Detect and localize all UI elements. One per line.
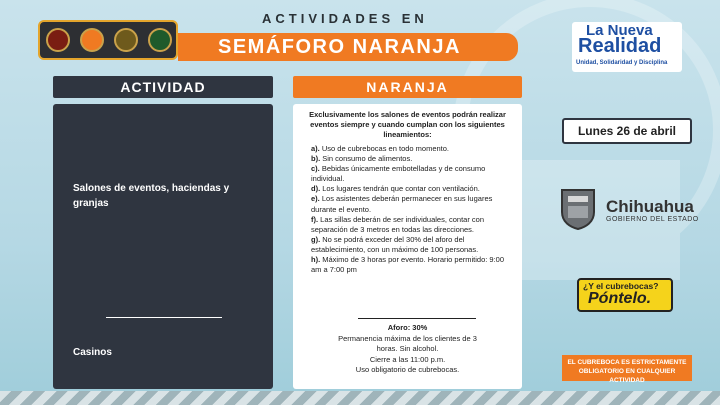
- salones-intro: Exclusivamente los salones de eventos podrán realizar eventos siempre y cuando cumplan con los siguientes lineamientos:: [309, 110, 506, 139]
- guideline-item: b). Sin consumo de alimentos.: [311, 154, 413, 164]
- government-subtitle: GOBIERNO DEL ESTADO: [606, 216, 699, 223]
- casinos-rule-line: Permanencia máxima de los clientes de 3 horas. Sin alcohol.: [338, 333, 477, 353]
- activity-item-casinos: Casinos: [73, 347, 112, 358]
- casinos-rule-line: Cierre a las 11:00 p.m.: [369, 354, 446, 364]
- column-header-naranja: NARANJA: [293, 76, 522, 98]
- logo-tagline: Unidad, Solidaridad y Disciplina: [576, 60, 668, 66]
- naranja-divider: [358, 318, 476, 319]
- header-band-title: SEMÁFORO NARANJA: [218, 36, 461, 58]
- date-label: Lunes 26 de abril: [562, 118, 692, 144]
- casinos-rules: [303, 323, 512, 376]
- bottom-stripe-decoration: [0, 391, 720, 405]
- mask-mandatory-notice: EL CUBREBOCA ES ESTRICTAMENTE OBLIGATORIO EN CUALQUIER ACTIVIDAD: [562, 355, 692, 381]
- guideline-item: a). Uso de cubrebocas en todo momento.: [311, 144, 450, 153]
- logo-la-nueva-text: La Nueva: [586, 22, 653, 39]
- traffic-light-green-lamp: [148, 28, 172, 52]
- header-top-title: ACTIVIDADES EN: [262, 11, 428, 26]
- traffic-light-yellow-lamp: [114, 28, 138, 52]
- logo-realidad-text: Realidad: [578, 35, 662, 57]
- traffic-light-red-lamp: [46, 28, 70, 52]
- guideline-item: e). Los asistentes deberán permanecer en sus lugares durante el evento.: [311, 194, 493, 214]
- guideline-item: d). Los lugares tendrán que contar con ventilación.: [311, 184, 480, 194]
- guideline-item: f). Las sillas deberán de ser individuales, contar con separación de 3 metros en todas las direcciones.: [311, 214, 485, 234]
- guideline-item: c). Bebidas únicamente embotelladas y de consumo individual.: [311, 164, 486, 184]
- traffic-light-orange-lamp: [80, 28, 104, 52]
- guideline-item: g). No se podrá exceder del 30% del aforo del establecimiento, con un máximo de 100 personas.: [311, 234, 479, 254]
- cubrebocas-question: ¿Y el cubrebocas?: [583, 281, 659, 291]
- casinos-rule-line: Uso obligatorio de cubrebocas.: [355, 365, 460, 374]
- guideline-item: h). Máximo de 3 horas por evento. Horario permitido: 9:00 am a 7:00 pm: [311, 255, 505, 275]
- traffic-light-icon: [38, 20, 178, 60]
- cubrebocas-answer: Póntelo.: [588, 290, 652, 307]
- column-header-actividad: ACTIVIDAD: [53, 76, 273, 98]
- activity-item-salones: Salones de eventos, haciendas y granjas: [73, 183, 230, 209]
- chihuahua-seal-icon: [556, 186, 600, 230]
- activity-divider: [106, 317, 222, 318]
- government-name: Chihuahua: [606, 197, 694, 216]
- salones-guidelines-list: [311, 144, 511, 275]
- casinos-capacity: Aforo: 30%: [387, 323, 428, 332]
